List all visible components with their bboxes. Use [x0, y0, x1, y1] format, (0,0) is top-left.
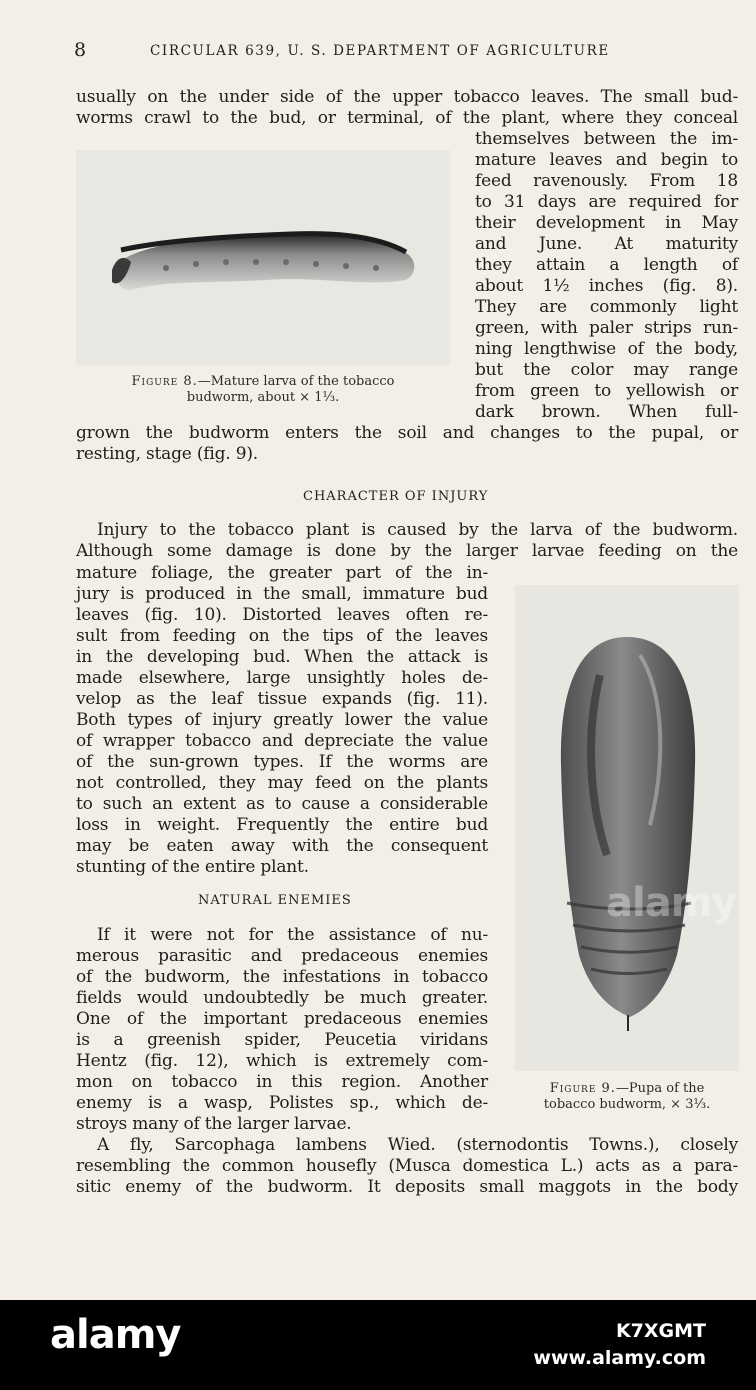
- text-line: resting, stage (fig. 9).: [76, 444, 258, 464]
- text-line: from green to yellowish or: [475, 381, 738, 401]
- text-line: velop as the leaf tissue expands (fig. 11).: [76, 689, 488, 709]
- image-id: K7XGMT: [615, 1320, 706, 1342]
- running-head: CIRCULAR 639, U. S. DEPARTMENT OF AGRICULTURE: [150, 43, 610, 59]
- text-line: loss in weight. Frequently the entire bud: [76, 815, 488, 835]
- text-line: to 31 days are required for: [475, 192, 738, 212]
- text-line: merous parasitic and predaceous enemies: [76, 946, 488, 966]
- site-url[interactable]: www.alamy.com: [533, 1347, 706, 1369]
- text-line: If it were not for the assistance of nu-: [97, 925, 488, 945]
- pupa-illustration: [515, 585, 739, 1071]
- text-line: Although some damage is done by the larger larvae feeding on the: [76, 541, 738, 561]
- text-line: stunting of the entire plant.: [76, 857, 309, 877]
- page-number: 8: [74, 39, 87, 61]
- text-line: to such an extent as to cause a considerable: [76, 794, 488, 814]
- figure-9-caption: [515, 1081, 739, 1113]
- text-line: they attain a length of: [475, 255, 738, 275]
- text-line: They are commonly light: [475, 297, 738, 317]
- figure-8-caption-line1: —Mature larva of the tobacco: [197, 374, 395, 389]
- text-line: Both types of injury greatly lower the value: [76, 710, 488, 730]
- text-line: stroys many of the larger larvae.: [76, 1114, 352, 1134]
- text-line: is a greenish spider, Peucetia viridans: [76, 1030, 488, 1050]
- text-line: sult from feeding on the tips of the leaves: [76, 626, 488, 646]
- text-line: mature foliage, the greater part of the in-: [76, 563, 488, 583]
- text-line: leaves (fig. 10). Distorted leaves often re-: [76, 605, 488, 625]
- text-line: of wrapper tobacco and depreciate the value: [76, 731, 488, 751]
- figure-9-caption-line1: —Pupa of the: [615, 1081, 705, 1096]
- text-line: grown the budworm enters the soil and changes to the pupal, or: [76, 423, 738, 443]
- text-line: in the developing bud. When the attack is: [76, 647, 488, 667]
- text-line: Hentz (fig. 12), which is extremely com-: [76, 1051, 488, 1071]
- figure-8-label: Figure 8.: [131, 374, 198, 389]
- text-line: about 1½ inches (fig. 8).: [475, 276, 738, 296]
- text-line: may be eaten away with the consequent: [76, 836, 488, 856]
- text-line: worms crawl to the bud, or terminal, of the plant, where they conceal: [76, 108, 738, 128]
- figure-9-pupa-photo: [515, 585, 739, 1071]
- figure-9-label: Figure 9.: [549, 1081, 616, 1096]
- text-line: made elsewhere, large unsightly holes de-: [76, 668, 488, 688]
- text-line: feed ravenously. From 18: [475, 171, 738, 191]
- larva-illustration: [76, 150, 450, 365]
- text-line: enemy is a wasp, Polistes sp., which de-: [76, 1093, 488, 1113]
- text-line: green, with paler strips run-: [475, 318, 738, 338]
- text-line: fields would undoubtedly be much greater.: [76, 988, 488, 1008]
- text-line: but the color may range: [475, 360, 738, 380]
- alamy-watermark: alamy: [606, 880, 737, 926]
- alamy-logo: alamy: [50, 1312, 181, 1358]
- text-line: and June. At maturity: [475, 234, 738, 254]
- figure-8-caption: [76, 374, 450, 406]
- text-line: themselves between the im-: [475, 129, 738, 149]
- text-line: Injury to the tobacco plant is caused by the larva of the budworm.: [97, 520, 738, 540]
- section-heading-injury: CHARACTER OF INJURY: [303, 489, 489, 504]
- text-line: resembling the common housefly (Musca domestica L.) acts as a para-: [76, 1156, 738, 1176]
- text-line: their development in May: [475, 213, 738, 233]
- text-line: of the sun-grown types. If the worms are: [76, 752, 488, 772]
- text-line: mature leaves and begin to: [475, 150, 738, 170]
- text-line: jury is produced in the small, immature bud: [76, 584, 488, 604]
- text-line: A fly, Sarcophaga lambens Wied. (sternodontis Towns.), closely: [97, 1135, 738, 1155]
- text-line: mon on tobacco in this region. Another: [76, 1072, 488, 1092]
- text-line: of the budworm, the infestations in tobacco: [76, 967, 488, 987]
- text-line: ning lengthwise of the body,: [475, 339, 738, 359]
- text-line: usually on the under side of the upper tobacco leaves. The small bud-: [76, 87, 738, 107]
- section-heading-enemies: NATURAL ENEMIES: [198, 893, 352, 908]
- figure-8-caption-line2: budworm, about × 1⅓.: [186, 390, 340, 405]
- figure-8-larva-photo: [76, 150, 450, 365]
- text-line: One of the important predaceous enemies: [76, 1009, 488, 1029]
- figure-9-caption-line2: tobacco budworm, × 3⅓.: [543, 1097, 711, 1112]
- text-line: dark brown. When full-: [475, 402, 738, 422]
- text-line: sitic enemy of the budworm. It deposits small maggots in the body: [76, 1177, 738, 1197]
- text-line: not controlled, they may feed on the plants: [76, 773, 488, 793]
